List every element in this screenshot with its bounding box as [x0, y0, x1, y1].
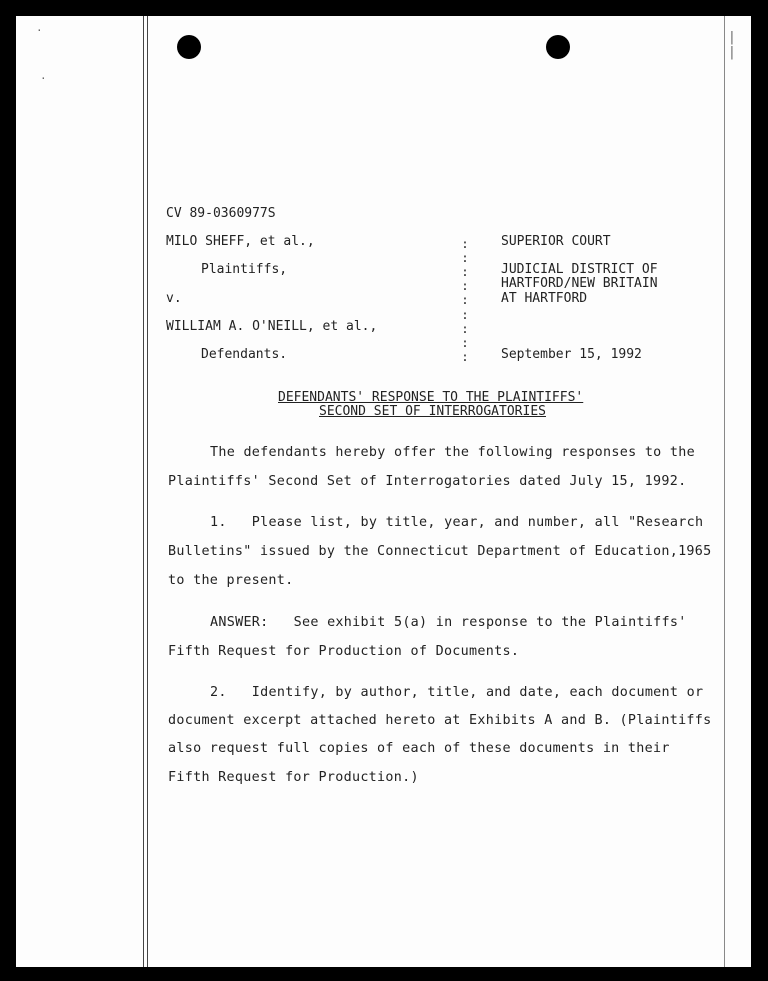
defendant-role: Defendants.	[201, 347, 288, 362]
scan-speck: ·	[40, 72, 47, 85]
caption-colon: :	[461, 237, 469, 251]
margin-rule-left-2	[147, 16, 148, 967]
caption-colon: :	[461, 279, 469, 293]
case-number: CV 89-0360977S	[166, 206, 276, 221]
document-title-line-2: SECOND SET OF INTERROGATORIES	[319, 404, 546, 419]
intro-line: The defendants hereby offer the following responses to the	[210, 445, 695, 460]
district-line: HARTFORD/NEW BRITAIN	[501, 276, 658, 291]
margin-rule-left-1	[143, 16, 144, 967]
defendant-name: WILLIAM A. O'NEILL, et al.,	[166, 319, 378, 334]
district-line: AT HARTFORD	[501, 291, 588, 306]
scan-speck: ·	[36, 24, 43, 37]
answer-1-line: Fifth Request for Production of Documents.	[168, 644, 520, 659]
question-1-line: 1. Please list, by title, year, and number, all "Research	[210, 515, 704, 530]
punch-hole-left	[177, 35, 201, 59]
answer-1-line: ANSWER: See exhibit 5(a) in response to the Plaintiffs'	[210, 615, 687, 630]
caption-colon: :	[461, 336, 469, 350]
question-1-line: to the present.	[168, 573, 294, 588]
court-name: SUPERIOR COURT	[501, 234, 611, 249]
caption-colon: :	[461, 350, 469, 364]
document-page	[16, 16, 751, 967]
caption-colon: :	[461, 293, 469, 307]
versus: v.	[166, 291, 182, 306]
filing-date: September 15, 1992	[501, 347, 642, 362]
question-2-line: 2. Identify, by author, title, and date, each document or	[210, 685, 704, 700]
plaintiff-role: Plaintiffs,	[201, 262, 288, 277]
question-2-line: document excerpt attached hereto at Exhibits A and B. (Plaintiffs	[168, 713, 712, 728]
question-1-line: Bulletins" issued by the Connecticut Department of Education,1965	[168, 544, 712, 559]
punch-hole-right	[546, 35, 570, 59]
caption-colon: :	[461, 265, 469, 279]
document-title-line-1: DEFENDANTS' RESPONSE TO THE PLAINTIFFS'	[278, 390, 584, 405]
caption-colon: :	[461, 308, 469, 322]
plaintiff-name: MILO SHEFF, et al.,	[166, 234, 315, 249]
page-mark-top-right: | |	[728, 30, 736, 60]
intro-line: Plaintiffs' Second Set of Interrogatories dated July 15, 1992.	[168, 474, 687, 489]
margin-rule-right	[724, 16, 725, 967]
caption-colon: :	[461, 251, 469, 265]
caption-colon: :	[461, 322, 469, 336]
district-line: JUDICIAL DISTRICT OF	[501, 262, 658, 277]
question-2-line: also request full copies of each of these documents in their	[168, 741, 670, 756]
question-2-line: Fifth Request for Production.)	[168, 770, 419, 785]
